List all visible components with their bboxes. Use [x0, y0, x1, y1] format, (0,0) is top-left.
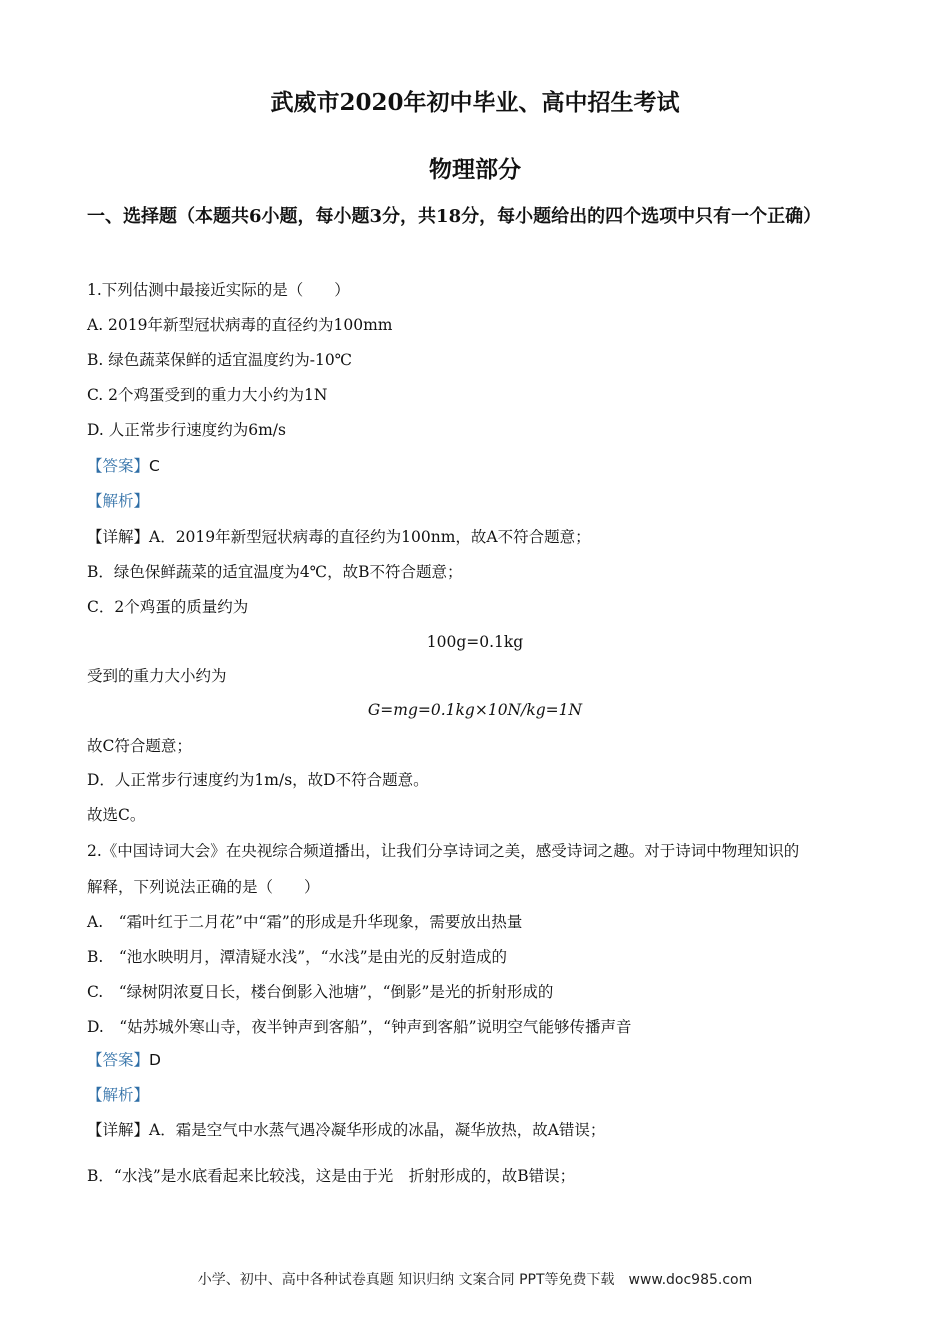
question-2-option-d: D. “姑苏城外寒山寺，夜半钟声到客船”，“钟声到客船”说明空气能够传播声音 [87, 1018, 632, 1036]
question-2-detail-a: 【详解】A．霜是空气中水蒸气遇冷凝华形成的冰晶，凝华放热，故A错误； [87, 1121, 606, 1139]
question-1-detail-d: D．人正常步行速度约为1m/s，故D不符合题意。 [87, 771, 429, 789]
question-1-conclusion-c: 故C符合题意； [87, 737, 192, 755]
question-1-formula-gravity: G=mg=0.1kg×10N/kg=1N [367, 701, 583, 719]
page-subtitle: 物理部分 [429, 156, 521, 183]
question-1-stem: 1.下列估测中最接近实际的是（ ） [87, 281, 350, 299]
page-title: 武威市2020年初中毕业、高中招生考试 [270, 89, 680, 116]
question-2-option-b: B. “池水映明月，潭清疑水浅”，“水浅”是由光的反射造成的 [87, 948, 508, 966]
question-1-formula-mass: 100g=0.1kg [426, 633, 524, 651]
section-heading: 一、选择题（本题共6小题，每小题3分，共18分，每小题给出的四个选项中只有一个正确） [87, 206, 822, 227]
question-1-detail-a: 【详解】A．2019年新型冠状病毒的直径约为100nm，故A不符合题意； [87, 528, 591, 546]
question-2-stem-line-1: 2.《中国诗词大会》在央视综合频道播出，让我们分享诗词之美，感受诗词之趣。对于诗词中物理知识的 [87, 842, 800, 860]
answer-label: 【答案】 [87, 1051, 150, 1069]
question-2-answer [87, 1050, 161, 1070]
question-1-detail-c: C．2个鸡蛋的质量约为 [87, 598, 249, 616]
question-1-gravity-intro: 受到的重力大小约为 [87, 667, 227, 685]
question-1-final-choice: 故选C。 [87, 806, 146, 824]
question-2-option-c: C. “绿树阴浓夏日长，楼台倒影入池塘”，“倒影”是光的折射形成的 [87, 983, 554, 1001]
answer-label: 【答案】 [87, 457, 150, 475]
question-2-option-a: A. “霜叶红于二月花”中“霜”的形成是升华现象，需要放出热量 [87, 913, 523, 931]
question-1-detail-b: B．绿色保鲜蔬菜的适宜温度为4℃，故B不符合题意； [87, 563, 463, 581]
question-1-option-c: C. 2个鸡蛋受到的重力大小约为1N [87, 386, 328, 404]
question-1-option-b: B. 绿色蔬菜保鲜的适宜温度约为-10℃ [87, 351, 353, 369]
question-1-option-d: D. 人正常步行速度约为6m/s [87, 421, 286, 439]
answer-value: D [149, 1051, 161, 1069]
question-2-stem-line-2: 解释，下列说法正确的是（ ） [87, 878, 320, 896]
answer-value: C [149, 457, 160, 475]
page-footer: 小学、初中、高中各种试卷真题 知识归纳 文案合同 PPT等免费下载 www.doc985.com [197, 1272, 753, 1288]
question-2-analysis-label: 【解析】 [87, 1086, 150, 1104]
question-1-analysis-label: 【解析】 [87, 492, 150, 510]
question-1-answer [87, 456, 160, 476]
question-2-detail-b: B．“水浅”是水底看起来比较浅，这是由于光 折射形成的，故B错误； [87, 1167, 576, 1185]
question-1-option-a: A. 2019年新型冠状病毒的直径约为100mm [87, 316, 393, 334]
